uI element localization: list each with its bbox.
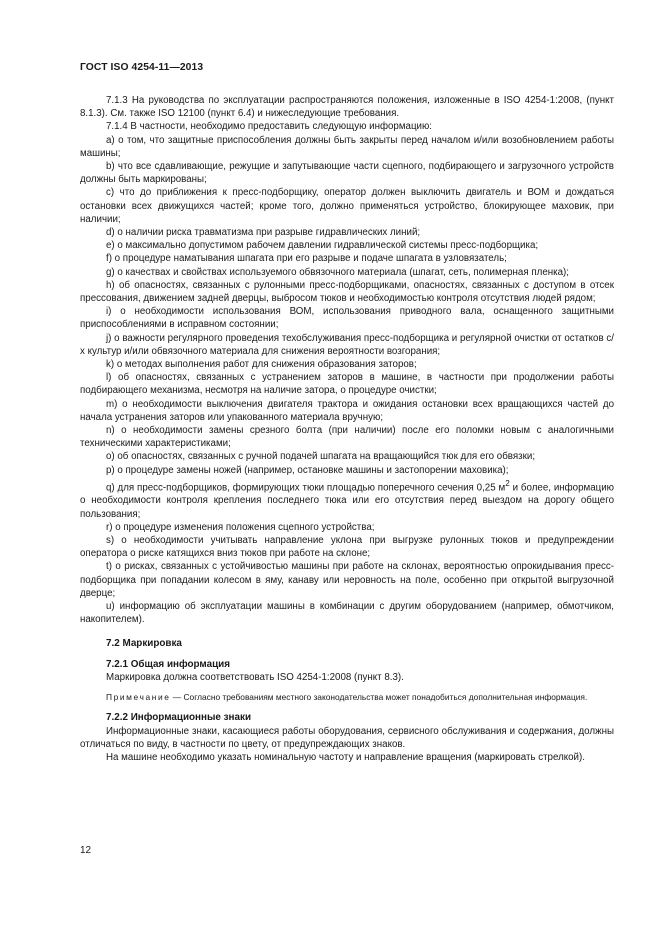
list-item-q-text-start: q) для пресс-подборщиков, формирующих тюки площадью поперечного сечения 0,25 м xyxy=(106,482,506,494)
list-item-b: b) что все сдавливающие, режущие и запутывающие части сцепного, подбирающего и загрузочного устройств должны быть маркированы; xyxy=(80,161,614,186)
list-item-i: i) о необходимости использования ВОМ, использования приводного вала, оснащенного защитными приспособлениями в исправном состоянии; xyxy=(80,306,614,331)
list-item-k: k) о методах выполнения работ для снижения образования заторов; xyxy=(106,359,417,371)
note-text: — Согласно требованиям местного законодательства может понадобиться дополнительная информация. xyxy=(170,691,588,702)
list-item-f: f) о процедуре наматывания шпагата при его разрыве и подаче шпагата в узловязатель; xyxy=(106,253,507,265)
paragraph-7-1-3: 7.1.3 На руководства по эксплуатации распространяются положения, изложенные в ISO 4254-1:2008, (пункт 8.1.3). См. также ISO 12100 (пункт 6.4) и нижеследующие требования. xyxy=(80,95,614,120)
list-item-e: e) о максимально допустимом рабочем давлении гидравлической системы пресс-подборщика; xyxy=(106,240,539,252)
list-item-q-superscript: 2 xyxy=(505,478,510,488)
subsection-7-2-1-text: Маркировка должна соответствовать ISO 4254-1:2008 (пункт 8.3). xyxy=(106,671,404,683)
paragraph-7-1-4: 7.1.4 В частности, необходимо предоставить следующую информацию: xyxy=(106,121,433,133)
subsection-heading-7-2-2: 7.2.2 Информационные знаки xyxy=(106,712,252,724)
section-heading-7-2: 7.2 Маркировка xyxy=(106,638,182,650)
list-item-d: d) о наличии риска травматизма при разрыве гидравлических линий; xyxy=(106,227,421,239)
list-item-o: o) об опасностях, связанных с ручной подачей шпагата на вращающийся тюк для его обвязки; xyxy=(106,451,536,463)
list-item-p: p) о процедуре замены ножей (например, остановке машины и застопорении маховика); xyxy=(106,464,509,476)
document-body xyxy=(80,94,614,764)
list-item-r: r) о процедуре изменения положения сцепного устройства; xyxy=(106,521,375,533)
note-label: Примечание xyxy=(106,691,171,702)
list-item-l: l) об опасностях, связанных с устранением заторов в машине, в частности при продолжении работы подбирающего механизма, несмотря на наличие затора, о процедуре очистки; xyxy=(80,372,614,397)
list-item-n: n) о необходимости замены срезного болта (при наличии) после его поломки новым с аналогичными техническими характеристиками; xyxy=(80,425,614,450)
page-number: 12 xyxy=(80,845,92,856)
list-item-h: h) об опасностях, связанных с рулонными пресс-подборщиками, опасностях, связанных с доступом в отсек прессования, движением задней дверцы, выбросом тюков и необходимостью контроля отсутствия людей рядом; xyxy=(80,279,614,305)
list-item-q-text-end: и более, информацию о необходимости контроля крепления последнего тюка или его отсутствия перед выездом на дорогу общего пользования; xyxy=(80,482,614,520)
list-item-j: j) о важности регулярного проведения техобслуживания пресс-подборщика и регулярной очистки от остатков с/х культур и/или обвязочного материала для снижения вероятности возгорания; xyxy=(80,332,614,357)
document-header: ГОСТ ISO 4254-11—2013 xyxy=(80,62,204,73)
list-item-a: a) о том, что защитные приспособления должны быть закрыты перед началом и/или возобновлением работы машины; xyxy=(80,134,614,159)
list-item-c: c) что до приближения к пресс-подборщику, оператор должен выключить двигатель и ВОМ и дождаться остановки всех движущихся частей; кроме того, должно применяться устройство, блокирующее маховик, при наличии; xyxy=(80,187,614,225)
list-item-u: u) информацию об эксплуатации машины в комбинации с другим оборудованием (например, обмотчиком, накопителем). xyxy=(80,600,614,626)
list-item-t: t) о рисках, связанных с устойчивостью машины при работе на склонах, вероятностью опрокидывания пресс-подборщика при попадании колесом в яму, канаву или неровность на поле, особенно при открытой выгрузочной дверце; xyxy=(80,561,614,599)
list-item-q xyxy=(80,477,614,521)
list-item-s: s) о необходимости учитывать направление уклона при выгрузке рулонных тюков и предупреждении оператора о риске катящихся вниз тюков при работе на склоне; xyxy=(80,534,614,560)
list-item-m: m) о необходимости выключения двигателя трактора и ожидания остановки всех вращающихся частей до начала устранения заторов или упакованного материала вручную; xyxy=(80,398,614,423)
list-item-g: g) о качествах и свойствах используемого обвязочного материала (шпагат, сеть, полимерная пленка); xyxy=(106,266,569,278)
subsection-7-2-2-paragraph-1: Информационные знаки, касающиеся работы оборудования, сервисного обслуживания и содержания, должны отличаться по виду, в частности по цвету, от предупреждающих знаков. xyxy=(80,725,614,750)
note xyxy=(80,692,614,704)
subsection-7-2-2-paragraph-2: На машине необходимо указать номинальную частоту и направление вращения (маркировать стрелкой). xyxy=(106,752,585,764)
subsection-heading-7-2-1: 7.2.1 Общая информация xyxy=(106,658,230,670)
